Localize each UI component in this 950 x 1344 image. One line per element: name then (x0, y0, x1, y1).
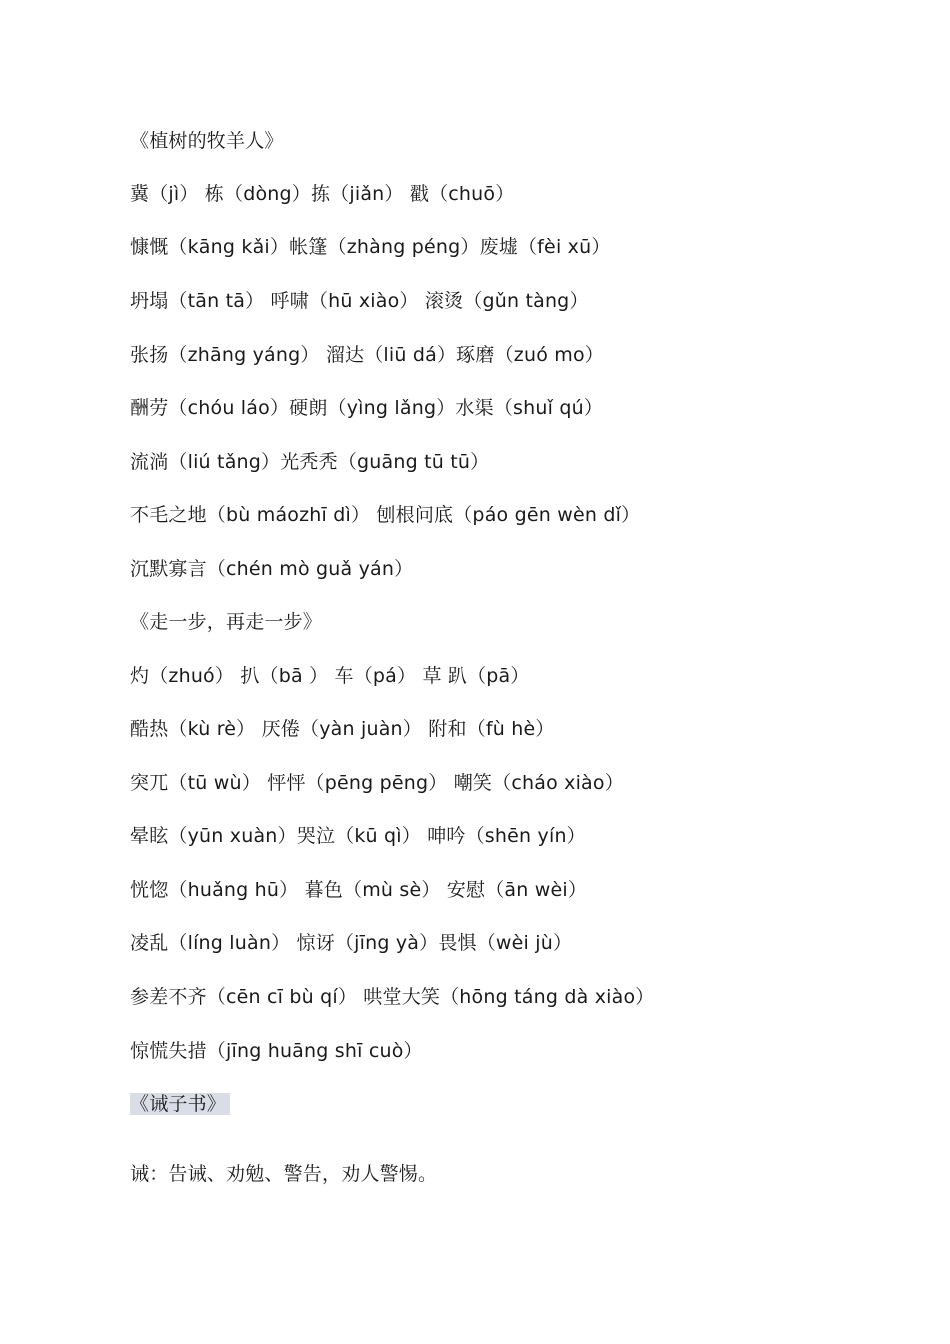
vocab-line: 张扬（zhāng yáng） 溜达（liū dá）琢磨（zuó mo） (130, 344, 604, 366)
vocab-line: 晕眩（yūn xuàn）哭泣（kū qì） 呻吟（shēn yín） (130, 825, 586, 847)
vocab-line: 凌乱（líng luàn） 惊讶（jīng yà）畏惧（wèi jù） (130, 932, 573, 954)
vocab-line: 不毛之地（bù máozhī dì） 刨根问底（páo gēn wèn dǐ） (130, 504, 641, 526)
vocab-line: 慷慨（kāng kǎi）帐篷（zhàng péng）废墟（fèi xū） (130, 236, 611, 258)
vocab-line: 坍塌（tān tā） 呼啸（hū xiào） 滚烫（gǔn tàng） (130, 290, 589, 312)
vocab-line: 惊慌失措（jīng huāng shī cuò） (130, 1040, 423, 1062)
vocab-line: 冀（jì） 栋（dòng）拣（jiǎn） 戳（chuō） (130, 183, 515, 205)
vocab-line: 沉默寡言（chén mò guǎ yán） (130, 558, 414, 580)
vocab-line: 灼（zhuó） 扒（bā ） 车（pá） 草 趴（pā） (130, 665, 530, 687)
section-title-one-step: 《走一步，再走一步》 (130, 611, 323, 633)
vocab-line: 突兀（tū wù） 怦怦（pēng pēng） 嘲笑（cháo xiào） (130, 772, 624, 794)
vocab-line: 酷热（kù rè） 厌倦（yàn juàn） 附和（fù hè） (130, 718, 555, 740)
definition-line: 诫：告诫、劝勉、警告，劝人警惕。 (130, 1163, 438, 1185)
vocab-line: 恍惚（huǎng hū） 暮色（mù sè） 安慰（ān wèi） (130, 879, 588, 901)
vocab-line: 酬劳（chóu láo）硬朗（yìng lǎng）水渠（shuǐ qú） (130, 397, 604, 419)
vocab-line: 流淌（liú tǎng）光秃秃（guāng tū tū） (130, 451, 490, 473)
vocab-line: 参差不齐（cēn cī bù qí） 哄堂大笑（hōng táng dà xiào） (130, 986, 655, 1008)
section-title-planting-trees: 《植树的牧羊人》 (130, 130, 284, 152)
section-title-admonition (130, 1092, 230, 1116)
highlighted-title: 《诫子书》 (130, 1093, 230, 1115)
